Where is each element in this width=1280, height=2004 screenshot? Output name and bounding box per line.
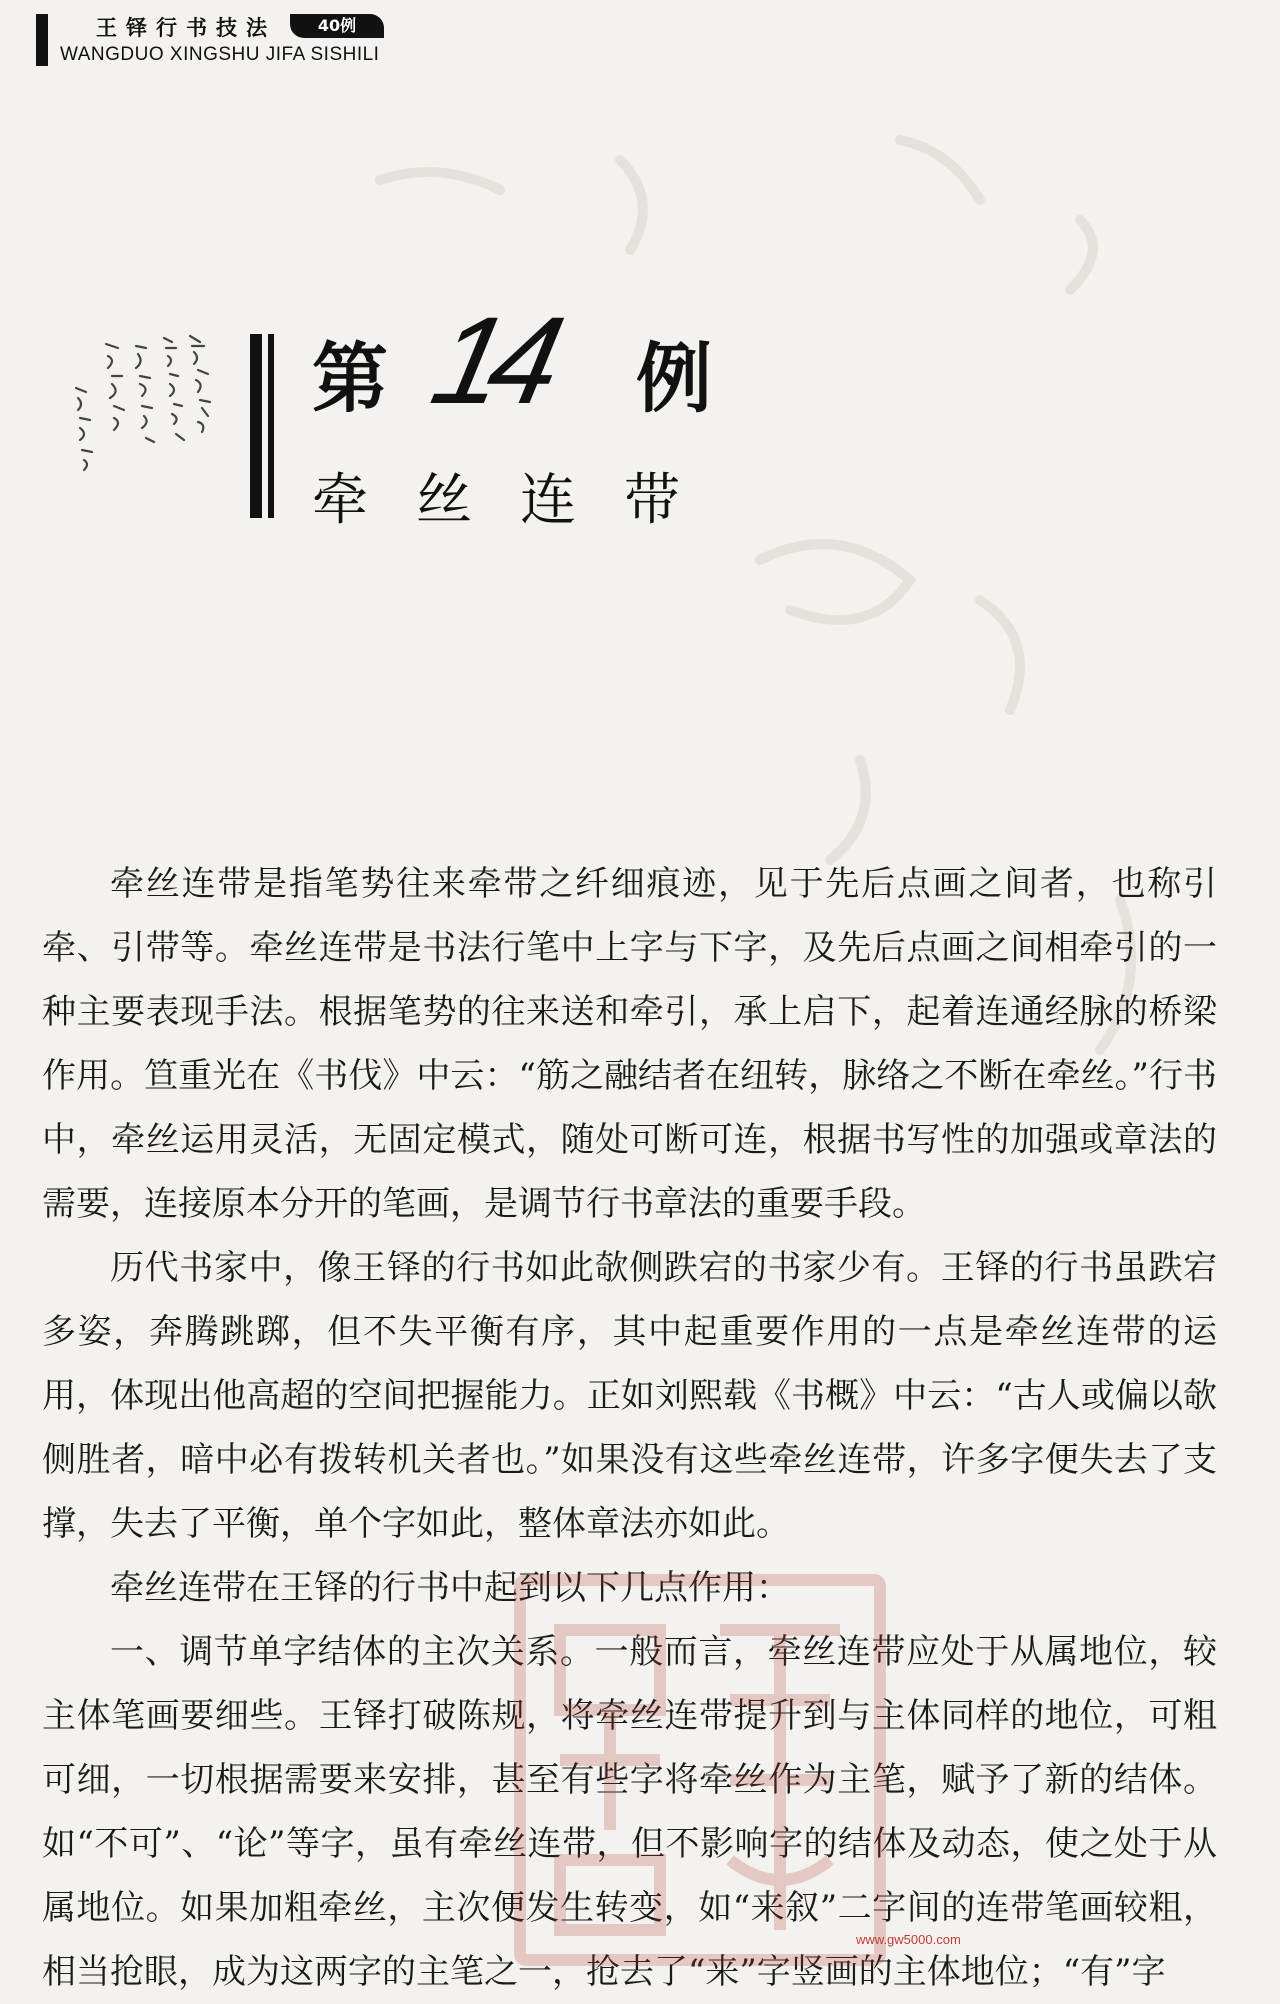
paragraph: 牵丝连带在王铎的行书中起到以下几点作用： — [110, 1568, 790, 1608]
book-badge — [290, 14, 384, 38]
watermark-url: www.gw5000.com — [856, 1932, 961, 1947]
header-bar — [36, 14, 48, 66]
body-text — [42, 852, 1217, 2004]
chapter-prefix: 第 — [312, 334, 388, 423]
paragraph: 牵丝连带是指笔势往来牵带之纤细痕迹，见于先后点画之间者，也称引牵、引带等。牵丝连带是书法行笔中上字与下字，及先后点画之间相牵引的一种主要表现手法。根据笔势的往来送和牵引，承上启下，起着连通经脉的桥梁作用。笪重光在《书伐》中云：“筋之融结者在纽转，脉络之不断在牵丝。”行书中，牵丝运用灵活，无固定模式，随处可断可连，根据书写性的加强或章法的需要，连接原本分开的笔画，是调节行书章法的重要手段。 — [42, 864, 1217, 1224]
chapter-suffix: 例 — [636, 334, 712, 423]
chapter-bar-thin — [268, 334, 274, 518]
book-subtitle: WANGDUO XINGSHU JIFA SISHILI — [60, 44, 380, 65]
calligraphy-inscription-image — [40, 328, 220, 498]
chapter-bar-thick — [250, 334, 262, 518]
paragraph: 一、调节单字结体的主次关系。一般而言，牵丝连带应处于从属地位，较主体笔画要细些。王铎打破陈规，将牵丝连带提升到与主体同样的地位，可粗可细，一切根据需要来安排，甚至有些字将牵丝作为主笔，赋予了新的结体。如“不可”、“论”等字，虽有牵丝连带，但不影响字的结体及动态，使之处于从属地位。如果加粗牵丝，主次便发生转变，如“来叙”二字间的连带笔画较粗，相当抢眼，成为这两字的主笔之一，抢去了“来”字竖画的主体地位；“有”字 — [42, 1632, 1217, 1992]
paragraph: 历代书家中，像王铎的行书如此欹侧跌宕的书家少有。王铎的行书虽跌宕多姿，奔腾跳踯，但不失平衡有序，其中起重要作用的一点是牵丝连带的运用，体现出他高超的空间把握能力。正如刘熙载《书概》中云：“古人或偏以欹侧胜者，暗中必有拨转机关者也。”如果没有这些牵丝连带，许多字便失去了支撑，失去了平衡，单个字如此，整体章法亦如此。 — [42, 1248, 1217, 1544]
book-badge-text: 40例 — [317, 16, 357, 35]
chapter-subtitle: 牵丝连带 — [312, 468, 728, 533]
chapter-number: 14 — [421, 292, 561, 430]
book-title: 王铎行书技法 — [96, 16, 276, 40]
